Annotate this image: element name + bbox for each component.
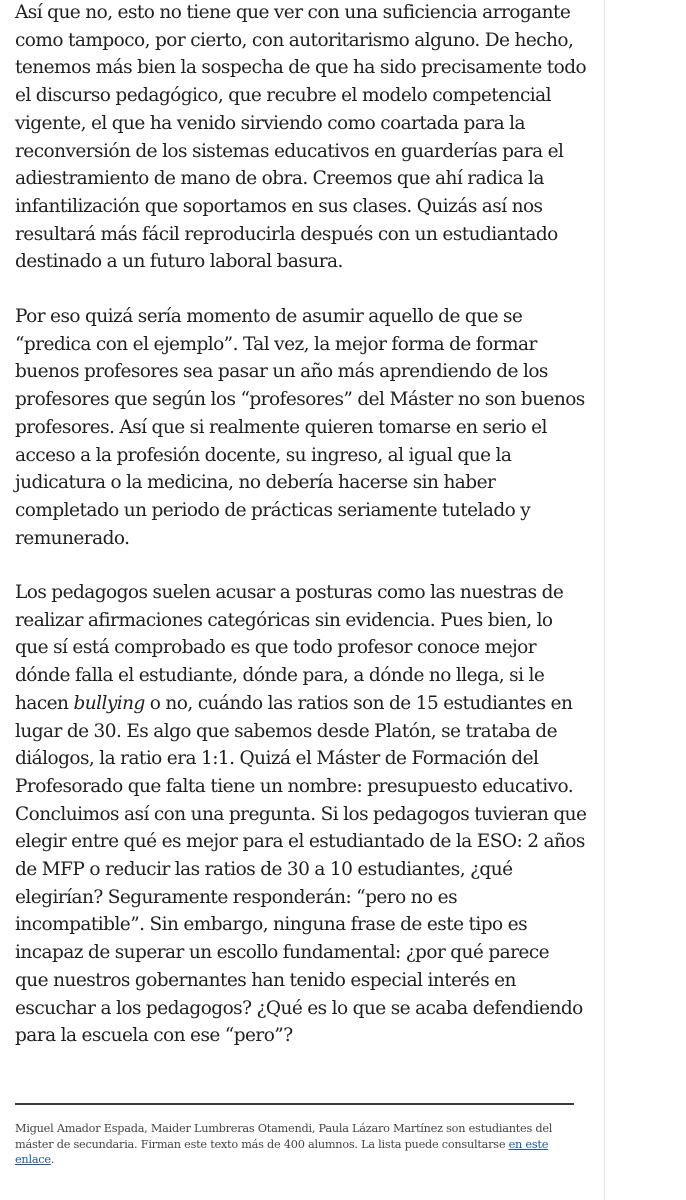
column-right-border bbox=[604, 0, 605, 1200]
emphasis-text: bullying bbox=[73, 692, 145, 714]
paragraph bbox=[15, 579, 587, 1050]
author-footnote bbox=[15, 1121, 575, 1168]
paragraph-text: Por eso quizá sería momento de asumir aquello de que se “predica con el ejemplo”. Tal vez, la mejor forma de formar buenos profesores sea pasar un año más aprendiendo de los profesores que según los “profesores” del Máster no son buenos profesores. Así que si realmente quieren tomarse en serio el acceso a la profesión docente, su ingreso, al igual que la judicatura o la medicina, no debería hacerse sin haber completado un periodo de prácticas seriamente tutelado y remunerado. bbox=[15, 306, 585, 549]
paragraph-text: o no, cuándo las ratios son de 15 estudiantes en lugar de 30. Es algo que sabemos desde Platón, se trataba de diálogos, la ratio era 1:1. Quizá el Máster de Formación del Profesorado que falta tiene un nombre: presupuesto educativo. Concluimos así con una pregunta. Si los pedagogos tuvieran que elegir entre qué es mejor para el estudiantado de la ESO: 2 años de MFP o reducir las ratios de 30 a 10 estudiantes, ¿qué elegirían? Seguramente responderán: “pero no es incompatible”. Sin embargo, ninguna frase de este tipo es incapaz de superar un escollo fundamental: ¿por qué parece que nuestros gobernantes han tenido especial interés en escuchar a los pedagogos? ¿Qué es lo que se acaba defendiendo para la escuela con ese “pero”? bbox=[15, 692, 587, 1047]
list-link[interactable]: en este enlace bbox=[15, 1137, 549, 1166]
paragraph bbox=[15, 0, 587, 276]
paragraph bbox=[15, 303, 587, 552]
paragraph-text: Los pedagogos suelen acusar a posturas como las nuestras de realizar afirmaciones categóricas sin evidencia. Pues bien, lo que sí está comprobado es que todo profesor conoce mejor dónde falla el estudiante, dónde para, a dónde no llega, si le hacen bbox=[15, 582, 564, 714]
footnote-text: Miguel Amador Espada, Maider Lumbreras Otamendi, Paula Lázaro Martínez son estudiantes del máster de secundaria. Firman este texto más de 400 alumnos. La lista puede consultarse bbox=[15, 1122, 553, 1151]
footnote-period: . bbox=[50, 1153, 55, 1166]
footnote-divider bbox=[15, 1103, 574, 1105]
paragraph-text: Así que no, esto no tiene que ver con una suficiencia arrogante como tampoco, por cierto, con autoritarismo alguno. De hecho, tenemos más bien la sospecha de que ha sido precisamente todo el discurso pedagógico, que recubre el modelo competencial vigente, el que ha venido sirviendo como coartada para la reconversión de los sistemas educativos en guarderías para el adiestramiento de mano de obra. Creemos que ahí radica la infantilización que soportamos en sus clases. Quizás así nos resultará más fácil reproducirla después con un estudiantado destinado a un futuro laboral basura. bbox=[15, 2, 587, 273]
